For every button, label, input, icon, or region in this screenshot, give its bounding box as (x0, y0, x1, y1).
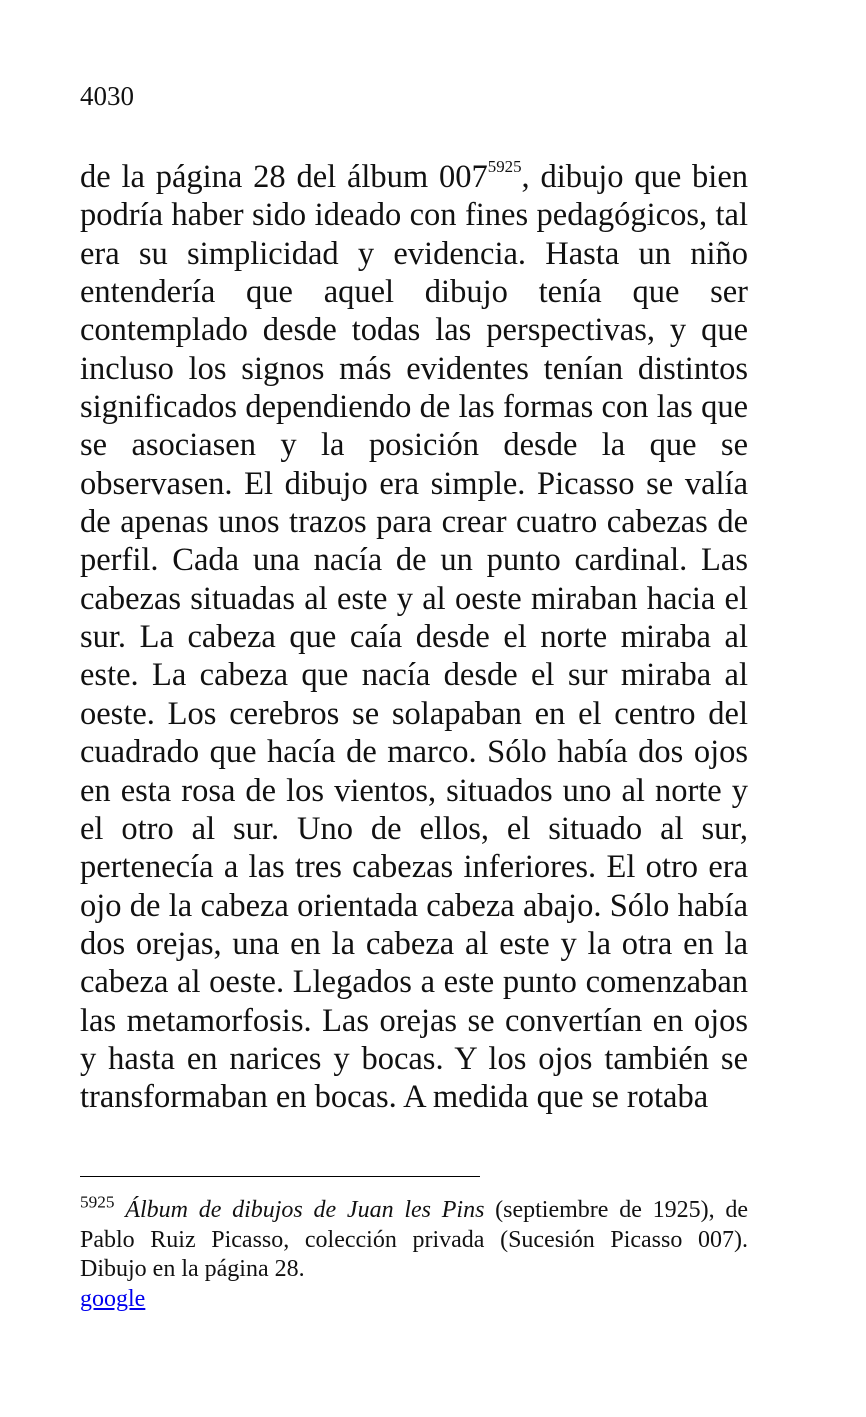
body-text-continuation: , dibujo que bien podría haber sido ideado con fines pedagógicos, tal era su simplicidad y evidencia. Hasta un niño entendería que aquel dibujo tenía que ser contemplado desde todas las perspectivas, y que incluso los signos más evidentes tenían distintos significados dependiendo de las formas con las que se asociasen y la posición desde la que se observasen. El dibujo era simple. Picasso se valía de apenas unos trazos para crear cuatro cabezas de perfil. Cada una nacía de un punto cardinal. Las cabezas situadas al este y al oeste miraban hacia el sur. La cabeza que caía desde el norte miraba al este. La cabeza que nacía desde el sur miraba al oeste. Los cerebros se solapaban en el centro del cuadrado que hacía de marco. Sólo había dos ojos en esta rosa de los vientos, situados uno al norte y el otro al sur. Uno de ellos, el situado al sur, pertenecía a las tres cabezas inferiores. El otro era ojo de la cabeza orientada cabeza abajo. Sólo había dos orejas, una en la cabeza al este y la otra en la cabeza al oeste. Llegados a este punto comenzaban las metamorfosis. Las orejas se convertían en ojos y hasta en narices y bocas. Y los ojos también se transformaban en bocas. A medida que se rotaba (80, 159, 748, 1116)
footnote-separator (80, 1176, 480, 1177)
footnote-text: (septiembre de 1925), de Pablo Ruiz Picasso, colección privada (Sucesión Picasso 007). Dibujo en la página 28. (80, 1197, 748, 1282)
footnote-work-title: Álbum de dibujos de Juan les Pins (125, 1197, 485, 1223)
page-number: 4030 (80, 81, 134, 111)
footnote-reference: 5925 (487, 156, 522, 176)
footnote (80, 1192, 748, 1285)
body-text-start: de la página 28 del álbum 007 (80, 159, 488, 195)
google-link[interactable]: google (80, 1286, 146, 1312)
footnote-number: 5925 (80, 1192, 115, 1212)
body-paragraph (80, 158, 748, 1117)
